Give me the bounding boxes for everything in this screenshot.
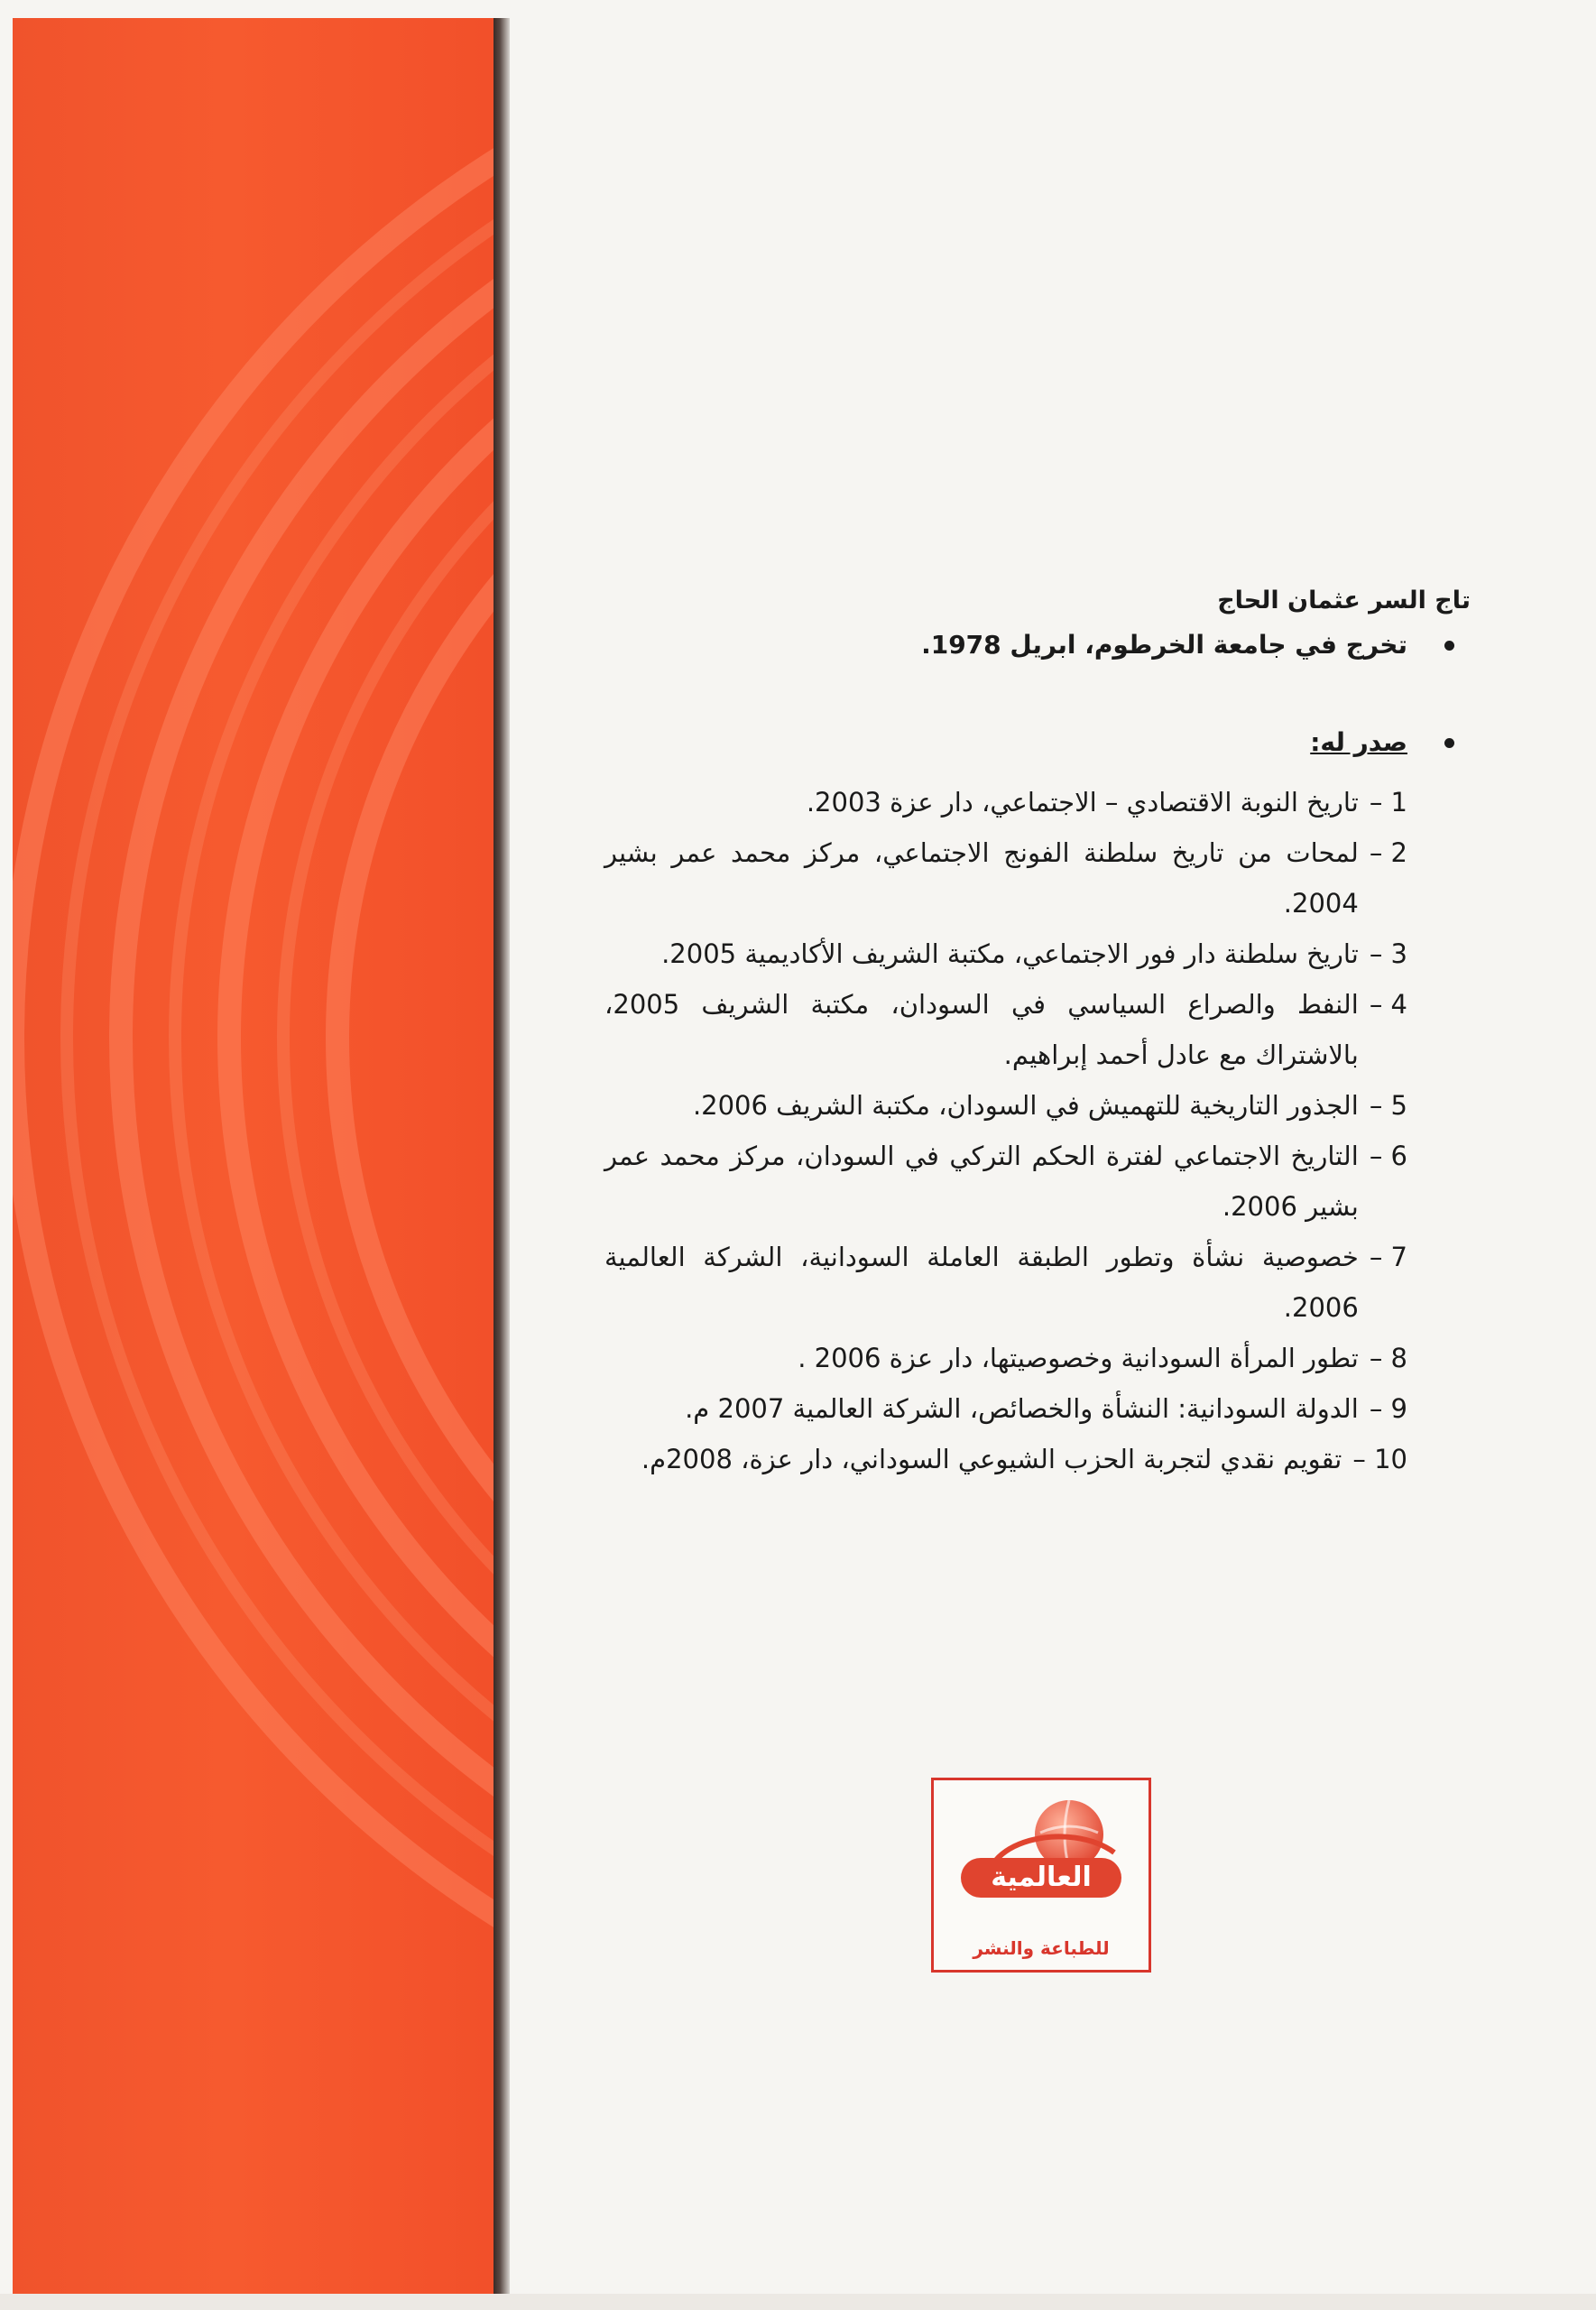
bullet-icon — [1444, 738, 1454, 748]
item-number: 1 – — [1369, 787, 1407, 818]
list-item — [604, 1434, 1407, 1484]
item-number: 10 – — [1352, 1444, 1407, 1474]
list-item — [604, 827, 1407, 929]
item-text: النفط والصراع السياسي في السودان، مكتبة الشريف 2005، بالاشتراك مع عادل أحمد إبراهيم. — [604, 989, 1359, 1070]
graduation-line — [604, 624, 1471, 667]
list-item — [604, 777, 1407, 827]
item-text: الجذور التاريخية للتهميش في السودان، مكتبة الشريف 2006. — [692, 1090, 1359, 1121]
list-item — [604, 979, 1407, 1080]
list-item — [604, 1333, 1407, 1383]
item-text: الدولة السودانية: النشأة والخصائص، الشركة العالمية 2007 م. — [685, 1393, 1359, 1424]
item-number: 9 – — [1369, 1393, 1407, 1424]
spine-shadow-edge — [494, 18, 510, 2296]
list-item — [604, 1383, 1407, 1434]
list-item — [604, 1131, 1407, 1232]
item-number: 7 – — [1369, 1242, 1407, 1272]
publications-list — [604, 777, 1471, 1484]
orange-spine-band — [13, 18, 494, 2296]
item-text: التاريخ الاجتماعي لفترة الحكم التركي في السودان، مركز محمد عمر بشير 2006. — [604, 1141, 1359, 1222]
author-bio — [604, 587, 1471, 1484]
decorative-arcs — [13, 18, 494, 2296]
publications-heading-text: صدر له: — [1310, 727, 1407, 757]
publisher-wordmark: العالمية — [991, 1862, 1092, 1893]
bullet-icon — [1444, 641, 1454, 651]
publisher-logo — [931, 1778, 1151, 1973]
item-text: لمحات من تاريخ سلطنة الفونج الاجتماعي، مركز محمد عمر بشير 2004. — [604, 837, 1359, 919]
publisher-tagline: للطباعة والنشر — [973, 1937, 1110, 1959]
author-name: تاج السر عثمان الحاج — [1217, 587, 1471, 614]
page-bottom-edge — [0, 2294, 1596, 2310]
graduation-text: تخرج في جامعة الخرطوم، ابريل 1978. — [921, 630, 1407, 660]
item-number: 3 – — [1369, 938, 1407, 969]
item-text: تقويم نقدي لتجربة الحزب الشيوعي السوداني، دار عزة، 2008م. — [641, 1444, 1342, 1474]
list-item — [604, 929, 1407, 979]
publications-heading — [604, 721, 1471, 764]
list-item — [604, 1232, 1407, 1333]
item-text: تاريخ النوبة الاقتصادي – الاجتماعي، دار عزة 2003. — [806, 787, 1359, 818]
item-text: تاريخ سلطنة دار فور الاجتماعي، مكتبة الشريف الأكاديمية 2005. — [661, 938, 1359, 969]
item-number: 2 – — [1369, 837, 1407, 868]
item-number: 5 – — [1369, 1090, 1407, 1121]
item-text: تطور المرأة السودانية وخصوصيتها، دار عزة 2006 . — [798, 1343, 1359, 1373]
item-number: 8 – — [1369, 1343, 1407, 1373]
item-text: خصوصية نشأة وتطور الطبقة العاملة السودانية، الشركة العالمية 2006. — [604, 1242, 1359, 1323]
item-number: 4 – — [1369, 989, 1407, 1020]
list-item — [604, 1080, 1407, 1131]
item-number: 6 – — [1369, 1141, 1407, 1171]
